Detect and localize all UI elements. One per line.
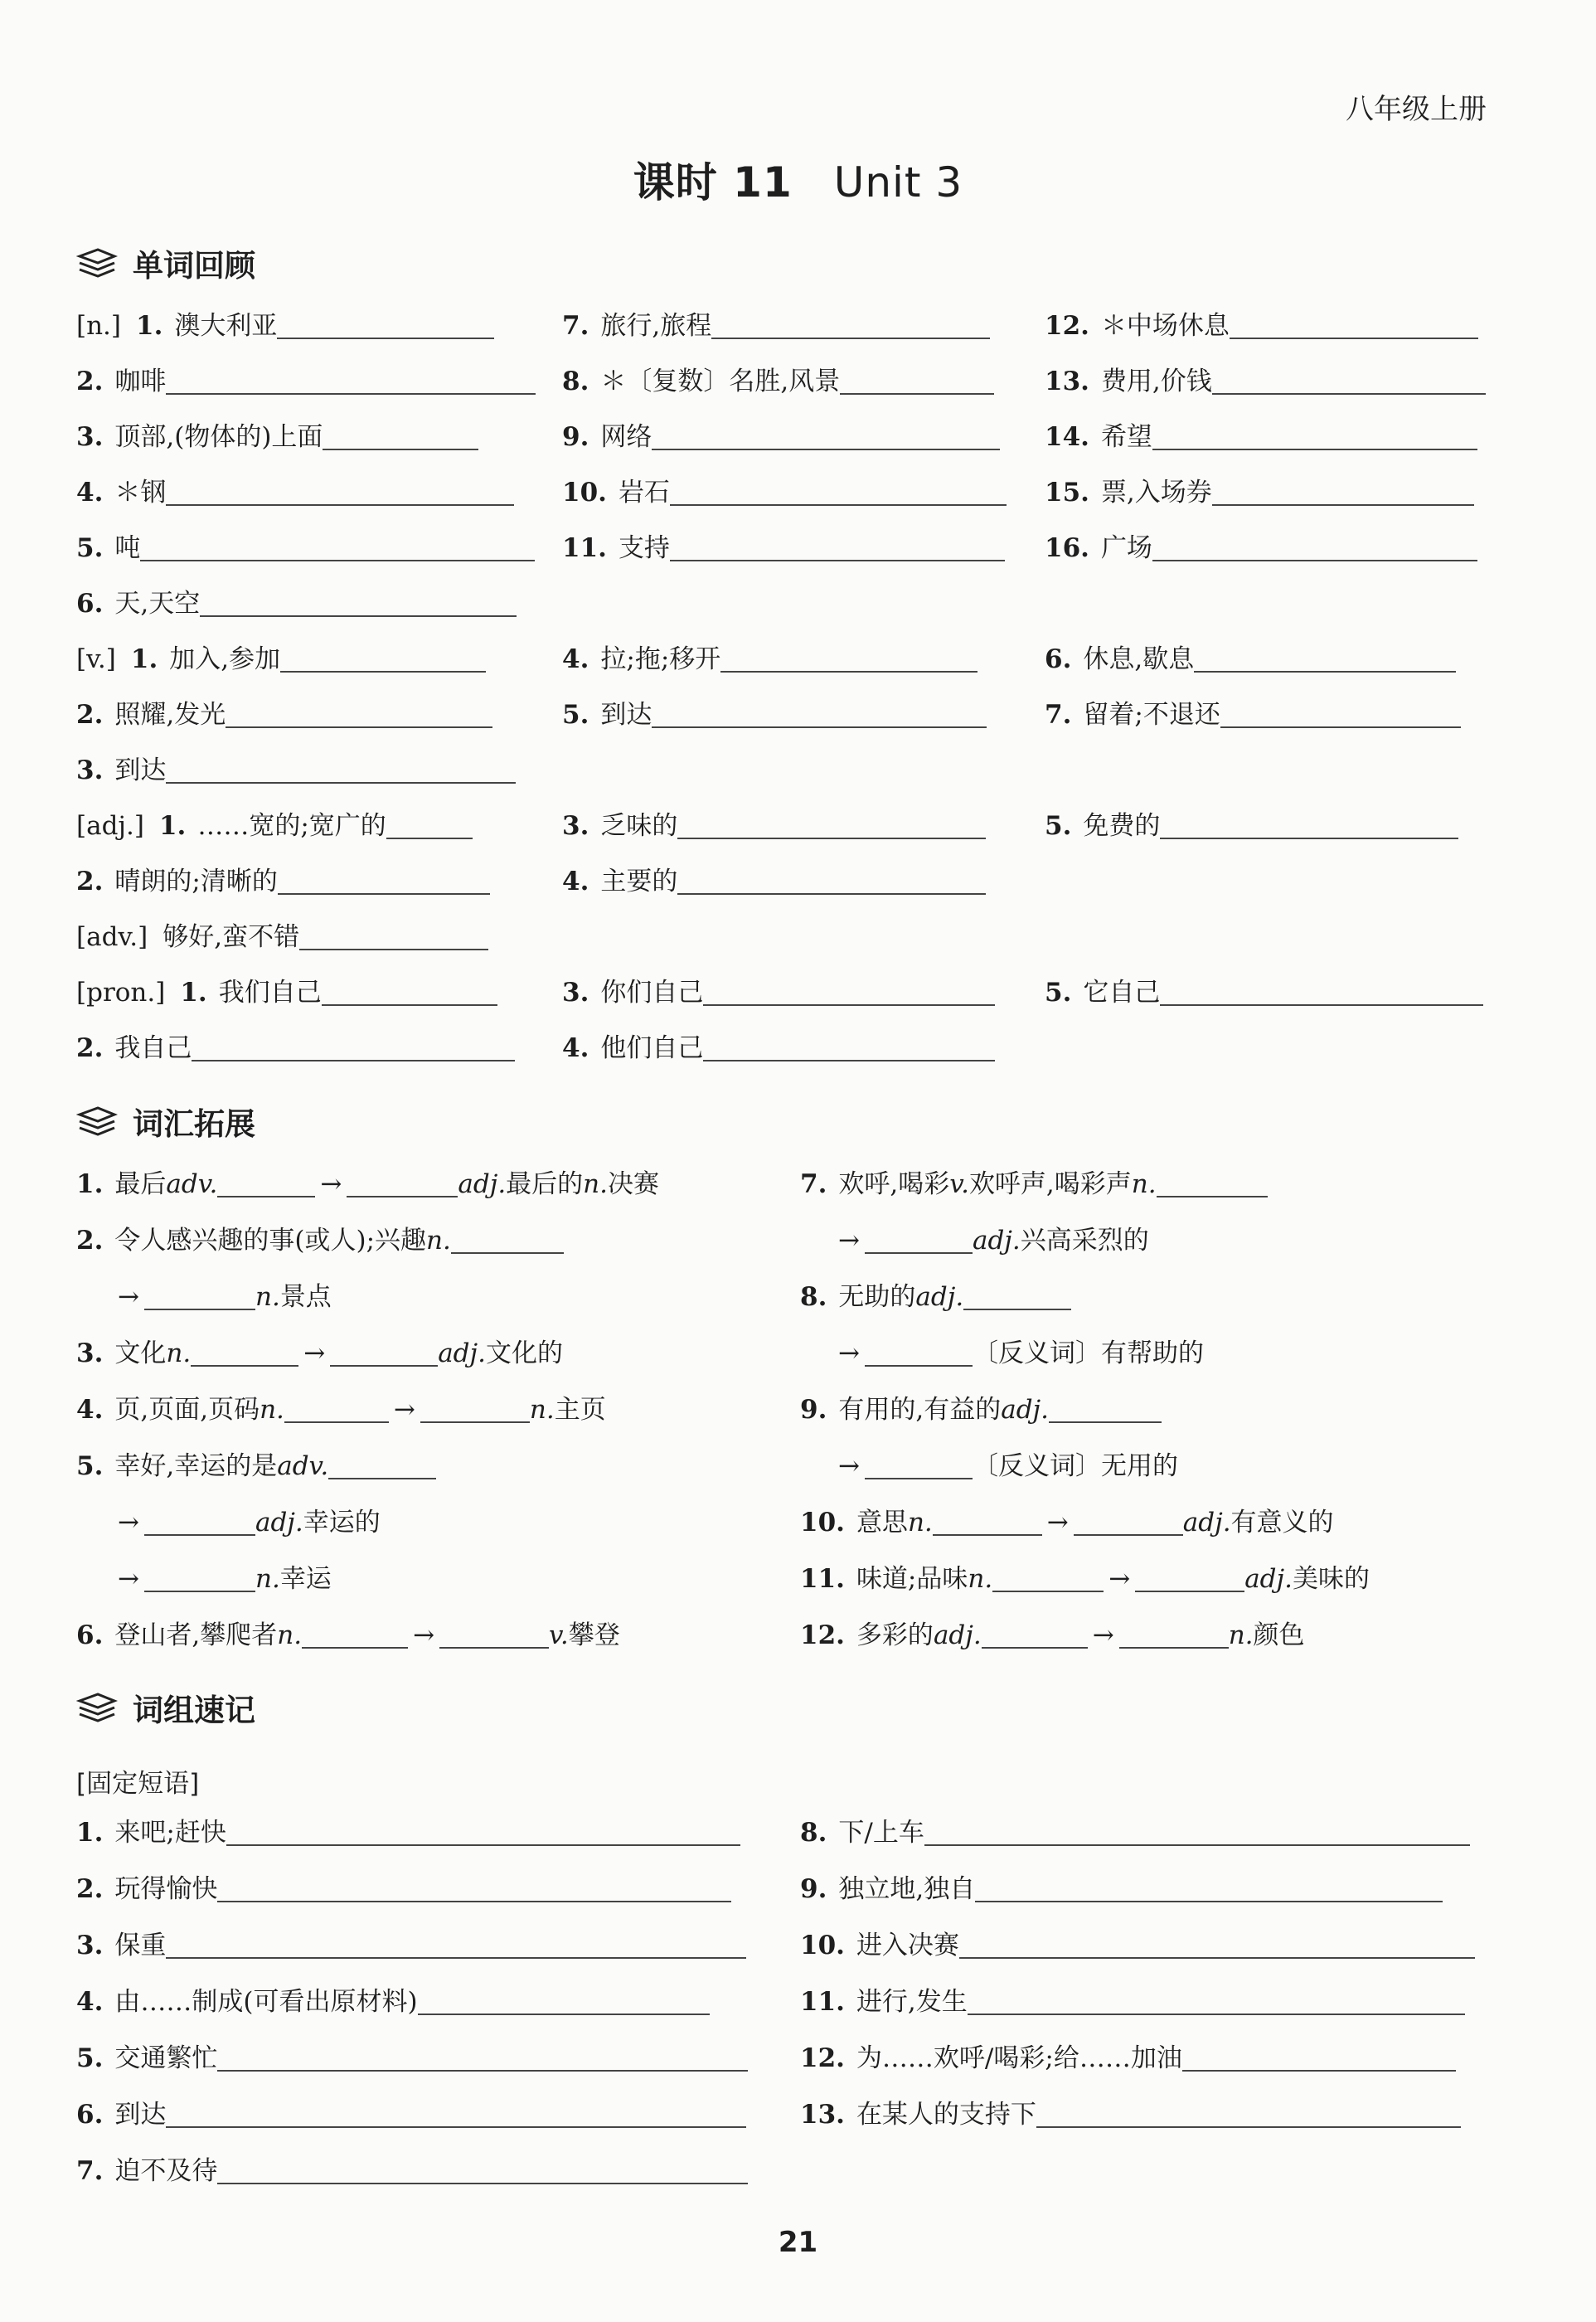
arrow-icon: → — [320, 1169, 342, 1199]
answer-blank[interactable] — [166, 368, 536, 395]
answer-blank[interactable] — [420, 1397, 530, 1423]
review-n-6: 6. 天,天空 — [76, 587, 517, 620]
review-v-2: 2. 照耀,发光 — [76, 698, 492, 731]
answer-blank[interactable] — [217, 2158, 748, 2184]
expand-item-12: 12. 多彩的 adj. → n. 颜色 — [800, 1620, 1305, 1650]
review-n-4: 4. ＊钢 — [76, 476, 514, 509]
answer-blank[interactable] — [677, 868, 986, 895]
answer-blank[interactable] — [652, 424, 1000, 450]
answer-blank[interactable] — [144, 1284, 255, 1310]
books-icon — [76, 246, 118, 279]
answer-blank[interactable] — [144, 1566, 255, 1592]
answer-blank[interactable] — [200, 590, 517, 617]
answer-blank[interactable] — [670, 479, 1007, 506]
answer-blank[interactable] — [217, 2045, 748, 2072]
answer-blank[interactable] — [192, 1035, 515, 1061]
expand-item-10: 10. 意思 n. → adj. 有意义的 — [800, 1508, 1334, 1537]
answer-blank[interactable] — [1220, 702, 1461, 728]
expand-item-9: 9. 有用的,有益的 adj. — [800, 1393, 1162, 1426]
expand-item-7-derived: → adj. 兴高采烈的 — [838, 1226, 1149, 1256]
expand-item-6: 6. 登山者,攀爬者 n. → v. 攀登 — [76, 1620, 620, 1650]
answer-blank[interactable] — [670, 535, 1005, 561]
review-v-5: 5. 到达 — [562, 698, 987, 731]
review-n-5: 5. 吨 — [76, 532, 535, 565]
lesson-label: 课时 11 — [633, 158, 793, 206]
answer-blank[interactable] — [924, 1819, 1470, 1846]
phrase-item-12: 12. 为……欢呼/喝彩;给……加油 — [800, 2042, 1456, 2075]
section-expand-heading: 词汇拓展 — [76, 1099, 255, 1144]
answer-blank[interactable] — [322, 979, 497, 1006]
answer-blank[interactable] — [711, 313, 990, 339]
answer-blank[interactable] — [1049, 1397, 1162, 1423]
answer-blank[interactable] — [703, 1035, 995, 1061]
answer-blank[interactable] — [323, 424, 478, 450]
answer-blank[interactable] — [933, 1509, 1042, 1536]
answer-blank[interactable] — [975, 1876, 1443, 1902]
answer-blank[interactable] — [1152, 424, 1477, 450]
answer-blank[interactable] — [992, 1566, 1104, 1592]
phrase-item-6: 6. 到达 — [76, 2098, 746, 2131]
answer-blank[interactable] — [451, 1227, 564, 1254]
phrase-item-7: 7. 迫不及待 — [76, 2154, 748, 2188]
answer-blank[interactable] — [982, 1622, 1088, 1649]
review-v-1: [v.] 1. 加入,参加 — [76, 643, 486, 676]
review-n-7: 7. 旅行,旅程 — [562, 309, 990, 342]
answer-blank[interactable] — [1036, 2101, 1461, 2128]
phrase-item-4: 4. 由……制成(可看出原材料) — [76, 1985, 710, 2018]
review-n-2: 2. 咖啡 — [76, 365, 536, 398]
answer-blank[interactable] — [277, 313, 494, 339]
answer-blank[interactable] — [720, 646, 977, 673]
review-v-6: 6. 休息,歇息 — [1045, 643, 1456, 676]
review-pron-5: 5. 它自己 — [1045, 976, 1483, 1009]
answer-blank[interactable] — [1230, 313, 1478, 339]
answer-blank[interactable] — [1160, 979, 1483, 1006]
answer-blank[interactable] — [217, 1171, 315, 1197]
answer-blank[interactable] — [677, 813, 986, 839]
review-adj-5: 5. 免费的 — [1045, 809, 1458, 843]
review-pron-1: [pron.] 1. 我们自己 — [76, 976, 497, 1009]
answer-blank[interactable] — [865, 1453, 973, 1479]
review-adv: [adv.] 够好,蛮不错 — [76, 921, 488, 954]
answer-blank[interactable] — [166, 479, 514, 506]
phrase-item-3: 3. 保重 — [76, 1929, 746, 1962]
answer-blank[interactable] — [226, 1819, 740, 1846]
answer-blank[interactable] — [968, 1989, 1465, 2015]
expand-item-8: 8. 无助的 adj. — [800, 1280, 1071, 1314]
phrase-category-label: [固定短语] — [76, 1769, 200, 1799]
review-n-8: 8. ＊〔复数〕名胜,风景 — [562, 365, 994, 398]
answer-blank[interactable] — [652, 702, 987, 728]
expand-item-3: 3. 文化 n. → adj. 文化的 — [76, 1338, 563, 1368]
phrase-item-11: 11. 进行,发生 — [800, 1985, 1465, 2018]
review-adj-3: 3. 乏味的 — [562, 809, 986, 843]
expand-item-1: 1. 最后 adv. → adj. 最后的 n. 决赛 — [76, 1169, 659, 1199]
expand-item-4: 4. 页,页面,页码 n. → n. 主页 — [76, 1395, 606, 1425]
answer-blank[interactable] — [1074, 1509, 1183, 1536]
answer-blank[interactable] — [865, 1227, 973, 1254]
phrase-item-8: 8. 下/上车 — [800, 1816, 1470, 1849]
review-pron-2: 2. 我自己 — [76, 1032, 515, 1065]
answer-blank[interactable] — [1212, 368, 1486, 395]
answer-blank[interactable] — [278, 868, 490, 895]
phrase-item-10: 10. 进入决赛 — [800, 1929, 1475, 1962]
answer-blank[interactable] — [299, 924, 488, 950]
answer-blank[interactable] — [140, 535, 535, 561]
answer-blank[interactable] — [144, 1509, 255, 1536]
books-icon — [76, 1691, 118, 1724]
answer-blank[interactable] — [226, 702, 492, 728]
expand-item-8-antonym: → 〔反义词〕有帮助的 — [838, 1338, 1204, 1368]
review-adj-2: 2. 晴朗的;清晰的 — [76, 865, 490, 898]
answer-blank[interactable] — [166, 1932, 746, 1959]
review-pron-3: 3. 你们自己 — [562, 976, 995, 1009]
answer-blank[interactable] — [302, 1622, 408, 1649]
phrase-item-13: 13. 在某人的支持下 — [800, 2098, 1461, 2131]
answer-blank[interactable] — [284, 1397, 389, 1423]
review-n-15: 15. 票,入场券 — [1045, 476, 1474, 509]
section-phrases-heading: 词组速记 — [76, 1685, 255, 1730]
answer-blank[interactable] — [418, 1989, 710, 2015]
answer-blank[interactable] — [865, 1340, 973, 1367]
review-v-4: 4. 拉;拖;移开 — [562, 643, 977, 676]
review-n-10: 10. 岩石 — [562, 476, 1007, 509]
expand-item-9-antonym: → 〔反义词〕无用的 — [838, 1451, 1178, 1481]
review-n-16: 16. 广场 — [1045, 532, 1477, 565]
answer-blank[interactable] — [1152, 535, 1477, 561]
phrase-item-9: 9. 独立地,独自 — [800, 1873, 1443, 1906]
expand-item-7: 7. 欢呼,喝彩 v. 欢呼声,喝彩声 n. — [800, 1168, 1268, 1201]
answer-blank[interactable] — [1135, 1566, 1244, 1592]
grade-label: 八年级上册 — [1346, 93, 1487, 126]
answer-blank[interactable] — [1119, 1622, 1229, 1649]
answer-blank[interactable] — [166, 2101, 746, 2128]
expand-item-5-derived-2: → n. 幸运 — [118, 1564, 332, 1594]
expand-item-2: 2. 令人感兴趣的事(或人);兴趣 n. — [76, 1224, 564, 1257]
answer-blank[interactable] — [328, 1453, 436, 1479]
answer-blank[interactable] — [959, 1932, 1475, 1959]
answer-blank[interactable] — [330, 1340, 438, 1367]
expand-item-11: 11. 味道;品味 n. → adj. 美味的 — [800, 1564, 1370, 1594]
answer-blank[interactable] — [347, 1171, 458, 1197]
section-review-heading: 单词回顾 — [76, 240, 255, 285]
review-n-9: 9. 网络 — [562, 420, 1000, 454]
review-pron-4: 4. 他们自己 — [562, 1032, 995, 1065]
answer-blank[interactable] — [1212, 479, 1474, 506]
review-adj-4: 4. 主要的 — [562, 865, 986, 898]
answer-blank[interactable] — [191, 1340, 298, 1367]
review-n-12: 12. ＊中场休息 — [1045, 309, 1478, 342]
answer-blank[interactable] — [1157, 1171, 1268, 1197]
answer-blank[interactable] — [840, 368, 994, 395]
unit-label: Unit 3 — [833, 158, 963, 206]
books-icon — [76, 1105, 118, 1138]
answer-blank[interactable] — [217, 1876, 731, 1902]
review-n-13: 13. 费用,价钱 — [1045, 365, 1486, 398]
review-n-14: 14. 希望 — [1045, 420, 1477, 454]
answer-blank[interactable] — [386, 813, 473, 839]
phrase-item-5: 5. 交通繁忙 — [76, 2042, 748, 2075]
answer-blank[interactable] — [280, 646, 486, 673]
expand-item-5: 5. 幸好,幸运的是 adv. — [76, 1450, 436, 1483]
page-number: 21 — [778, 2226, 818, 2259]
review-adj-1: [adj.] 1. ……宽的;宽广的 — [76, 809, 473, 843]
phrase-item-1: 1. 来吧;赶快 — [76, 1816, 740, 1849]
answer-blank[interactable] — [439, 1622, 549, 1649]
answer-blank[interactable] — [1194, 646, 1456, 673]
page-title — [0, 149, 1596, 209]
answer-blank[interactable] — [1182, 2045, 1456, 2072]
answer-blank[interactable] — [963, 1284, 1071, 1310]
answer-blank[interactable] — [166, 757, 516, 784]
answer-blank[interactable] — [703, 979, 995, 1006]
expand-item-5-derived-1: → adj. 幸运的 — [118, 1508, 381, 1537]
review-n-11: 11. 支持 — [562, 532, 1005, 565]
phrase-item-2: 2. 玩得愉快 — [76, 1873, 731, 1906]
review-n-1: [n.] 1. 澳大利亚 — [76, 309, 494, 342]
expand-item-2-derived: → n. 景点 — [118, 1282, 332, 1312]
answer-blank[interactable] — [1160, 813, 1458, 839]
review-v-7: 7. 留着;不退还 — [1045, 698, 1461, 731]
review-n-3: 3. 顶部,(物体的)上面 — [76, 420, 478, 454]
review-v-3: 3. 到达 — [76, 754, 516, 787]
